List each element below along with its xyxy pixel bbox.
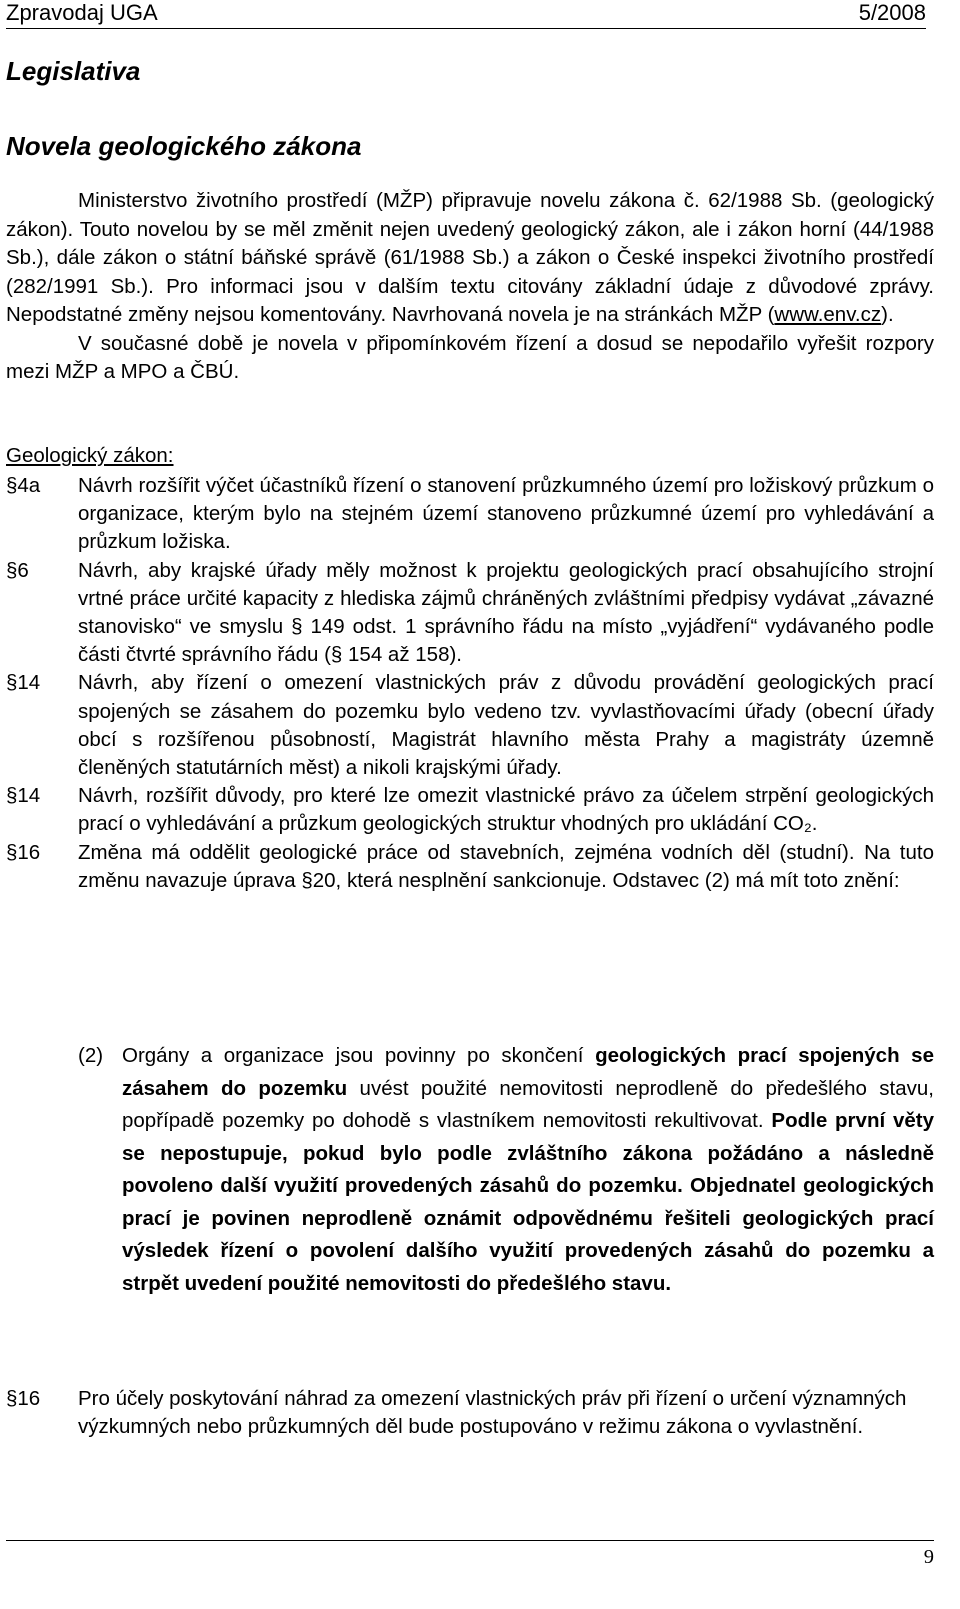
paragraph-symbol: §14: [6, 671, 41, 695]
list-item: [6, 1385, 934, 1441]
footer-divider: [6, 1540, 934, 1541]
intro-paragraph-1: [6, 187, 934, 330]
item-text: Návrh, aby krajské úřady měly možnost k projektu geologických prací obsahujícího strojní vrtné práce určité kapacity z hlediska zájmů chráněných zvláštními předpisy vydávat „závazné stanovisko“ ve smyslu § 149 odst. 1 správního řádu na místo „vyjádření“ vydávaného podle části čtvrté správního řádu (§ 154 až 158).: [78, 558, 934, 667]
list-item: [6, 557, 934, 670]
paragraph-symbol: §4a: [6, 474, 41, 497]
issue-number: 5/2008: [858, 0, 926, 25]
publication-name: Zpravodaj UGA: [6, 0, 158, 25]
quoted-paragraph: [78, 1040, 934, 1300]
paragraph-symbol: §14: [6, 784, 41, 808]
quote-text-part: uvést použité nemovitosti neprodleně do předešlého stavu, popřípadě pozemky po dohodě s vlastníkem nemovitosti rekultivovat.: [122, 1076, 934, 1132]
quote-text-part: Orgány a organizace jsou povinny po skončení: [122, 1044, 596, 1067]
intro-text: [6, 187, 934, 387]
paragraph-symbol: §16: [6, 1387, 41, 1410]
paragraph-symbol: §6: [6, 558, 29, 582]
item-text: Návrh, aby řízení o omezení vlastnických práv z důvodu provádění geologických prací spojených se zásahem do pozemku bylo vedeno tzv. vyvlastňovacími úřady (obecní úřady obcí s rozšířenou působností, Magistrát hlavního města Prahy a magistráty územně členěných statutárních měst) a nikoli krajskými úřady.: [78, 671, 934, 780]
intro-paragraph-2: [6, 330, 934, 387]
list-item: [6, 839, 934, 895]
item-text: Pro účely poskytování náhrad za omezení vlastnických práv při řízení o určení významných výzkumných nebo průzkumných děl bude postupováno v režimu zákona o vyvlastnění.: [78, 1387, 907, 1439]
quote-number: (2): [78, 1044, 104, 1067]
quote-bold-part: geologických prací spojených se zásahem do pozemku: [122, 1044, 934, 1100]
quote-bold-part: Podle první věty se nepostupuje, pokud bylo podle zvláštního zákona požádáno a následně povoleno další využití provedených zásahů do pozemku. Objednatel geologických prací je povinen neprodleně oznámit odpovědnému řešiteli geologických prací výsledek řízení o povolení dalšího využití provedených zásahů do pozemku a strpět uvedení použité nemovitosti do předešlého stavu.: [122, 1109, 935, 1295]
page-header: [6, 0, 926, 29]
intro-text-1: Ministerstvo životního prostředí (MŽP) připravuje novelu zákona č. 62/1988 Sb. (geologický zákon). Touto novelou by se měl změnit nejen uvedený geologický zákon, ale i zákon horní (44/1988 Sb.), dále zákon o státní báňské správě (61/1988 Sb.) a zákon o České inspekci životního prostředí (282/1991 Sb.). Pro informaci jsou v dalším textu citovány základní údaje z důvodové zprávy. Nepodstatné změny nejsou komentovány. Navrhovaná novela je na stránkách MŽP (: [6, 189, 934, 326]
list-item: [6, 782, 934, 838]
quote-text: [78, 1040, 934, 1300]
list-item: [6, 669, 934, 782]
section-title: Legislativa: [6, 56, 141, 86]
paragraph-symbol: §16: [6, 840, 41, 864]
item-text: Návrh, rozšířit důvody, pro které lze omezit vlastnické právo za účelem strpění geologických prací o vyhledávání a průzkum geologických struktur vhodných pro ukládání CO₂.: [78, 784, 934, 836]
page-number: 9: [923, 1546, 934, 1568]
list-item: [6, 472, 934, 557]
intro-text-3: V současné době je novela v připomínkovém řízení a dosud se nepodařilo vyřešit rozpory mezi MŽP a MPO a ČBÚ.: [6, 331, 934, 383]
env-link[interactable]: www.env.cz: [774, 303, 882, 326]
article-title: Novela geologického zákona: [6, 131, 362, 161]
subheading: Geologický zákon:: [6, 444, 174, 467]
item-list: [6, 472, 934, 895]
intro-text-2: ).: [881, 303, 894, 326]
item-text: Změna má oddělit geologické práce od stavebních, zejména vodních děl (studní). Na tuto změnu navazuje úprava §20, která nesplnění sankcionuje. Odstavec (2) má mít toto znění:: [78, 840, 934, 892]
item-text: Návrh rozšířit výčet účastníků řízení o stanovení průzkumného území pro ložiskový průzkum o organizace, kterým bylo na stejném území stanoveno průzkumné území pro vyhledávání a průzkum ložiska.: [78, 474, 934, 554]
